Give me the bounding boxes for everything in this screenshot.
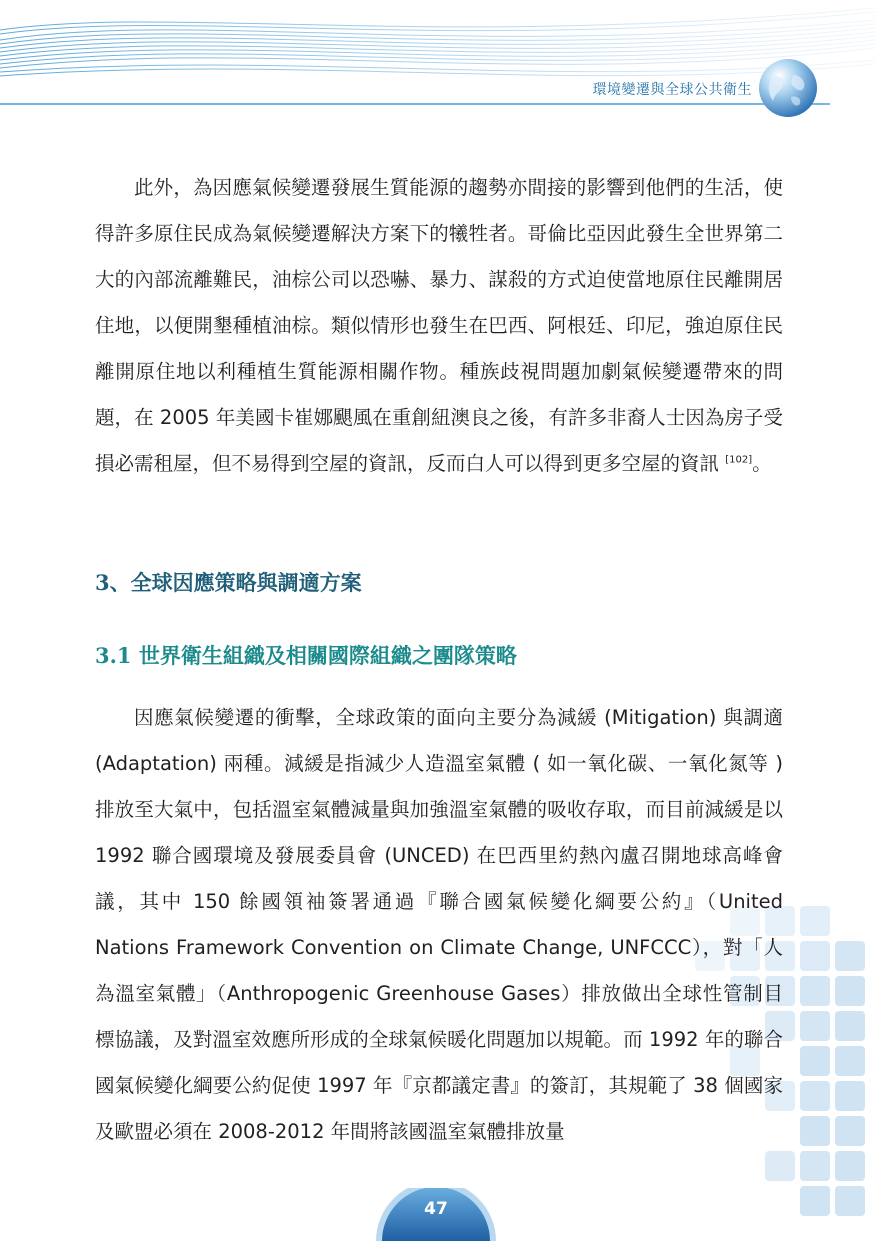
- page-number: 47: [424, 1199, 448, 1219]
- running-header-title: 環境變遷與全球公共衛生: [592, 82, 752, 98]
- paragraph-1-text: 此外，為因應氣候變遷發展生質能源的趨勢亦間接的影響到他們的生活，使得許多原住民成為氣候變遷解決方案下的犧牲者。哥倫比亞因此發生全世界第二大的內部流離難民，油棕公司以恐嚇、暴力、謀殺的方式迫使當地原住民離開居住地，以便開墾種植油棕。類似情形也發生在巴西、阿根廷、印尼，強迫原住民離開原住地以利種植生質能源相關作物。種族歧視問題加劇氣候變遷帶來的問題，在 2005 年美國卡崔娜颶風在重創紐澳良之後，有許多非裔人士因為房子受損必需租屋，但不易得到空屋的資訊，反而白人可以得到更多空屋的資訊: [95, 176, 783, 475]
- section-heading: 3、全球因應策略與調適方案: [95, 570, 362, 595]
- body-paragraph-2: [95, 695, 783, 1155]
- paragraph-1-end: 。: [752, 452, 772, 475]
- body-paragraph-1: [95, 165, 783, 487]
- citation-ref[interactable]: [102]: [725, 454, 753, 466]
- globe-icon: [757, 57, 819, 119]
- paragraph-2-text: 因應氣候變遷的衝擊，全球政策的面向主要分為減緩 (Mitigation) 與調適 (Adaptation) 兩種。減緩是指減少人造溫室氣體 ( 如一氧化碳、一氧化氮等 ) 排放至大氣中，包括溫室氣體減量與加強溫室氣體的吸收存取，而目前減緩是以 1992 聯合國環境及發展委員會 (UNCED) 在巴西里約熱內盧召開地球高峰會議，其中 150 餘國領袖簽署通過『聯合國氣候變化綱要公約』（United Nations Framework Convention on Climate Change, UNFCCC），對「人為溫室氣體」（Anthropogenic Greenhouse Gases）排放做出全球性管制目標協議，及對溫室效應所形成的全球氣候暖化問題加以規範。而 1992 年的聯合國氣候變化綱要公約促使 1997 年『京都議定書』的簽訂，其規範了 38 個國家及歐盟必須在 2008-2012 年間將該國溫室氣體排放量: [95, 706, 783, 1143]
- subsection-heading: 3.1 世界衛生組織及相關國際組織之團隊策略: [95, 643, 517, 668]
- header-wave-decoration: [0, 0, 875, 130]
